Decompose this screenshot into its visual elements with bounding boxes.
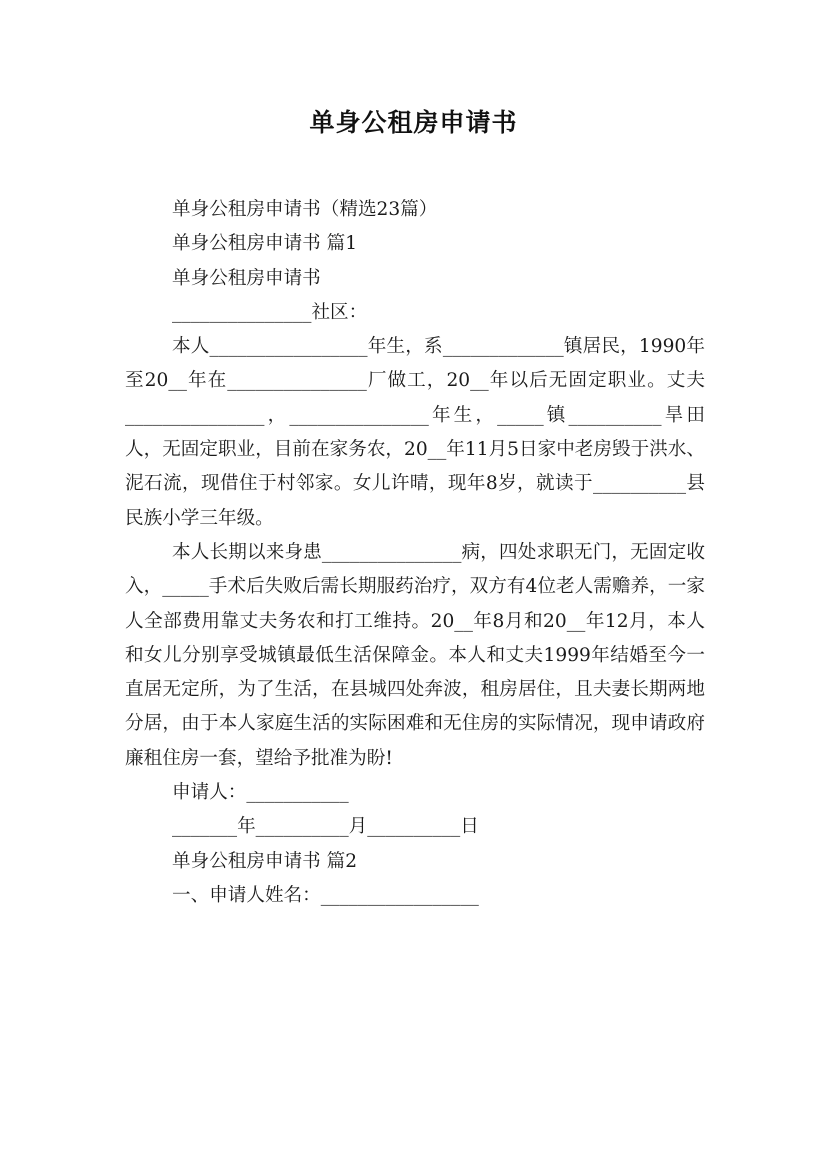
document-title: 单身公租房申请书 bbox=[309, 108, 518, 137]
addressee-line: _______________社区： bbox=[172, 301, 368, 323]
letter-heading: 单身公租房申请书 bbox=[172, 267, 321, 289]
paragraph-1: 本人_________________年生，系_____________镇居民，1990年至20__年在_______________厂做工，20__年以后无固定职业。丈夫_______________，_______________年生，_____镇__________旱田人，无固定职业，目前在家务农，20__年11月5日家中老房毁于洪水、泥石流，现借住于村邻家。女儿许晴，现年8岁，就读于__________县民族小学三年级。 bbox=[125, 336, 705, 529]
subtitle-line: 单身公租房申请书（精选23篇） bbox=[172, 199, 438, 220]
document-body bbox=[125, 193, 705, 913]
section-heading-2: 单身公租房申请书 篇2 bbox=[172, 850, 358, 872]
date-line: _______年__________月__________日 bbox=[172, 816, 479, 838]
section-heading-1: 单身公租房申请书 篇1 bbox=[172, 233, 358, 255]
applicant-signature-line: 申请人：___________ bbox=[172, 782, 349, 804]
applicant-name-line: 一、申请人姓名：_________________ bbox=[172, 884, 479, 906]
paragraph-2: 本人长期以来身患_______________病，四处求职无门，无固定收入，_____手术后失败后需长期服药治疗，双方有4位老人需赡养，一家人全部费用靠丈夫务农和打工维持。20__年8月和20__年12月，本人和女儿分别享受城镇最低生活保障金。本人和丈夫1999年结婚至今一直居无定所，为了生活，在县城四处奔波，租房居住，且夫妻长期两地分居，由于本人家庭生活的实际困难和无住房的实际情况，现申请政府廉租住房一套，望给予批准为盼! bbox=[125, 541, 705, 769]
